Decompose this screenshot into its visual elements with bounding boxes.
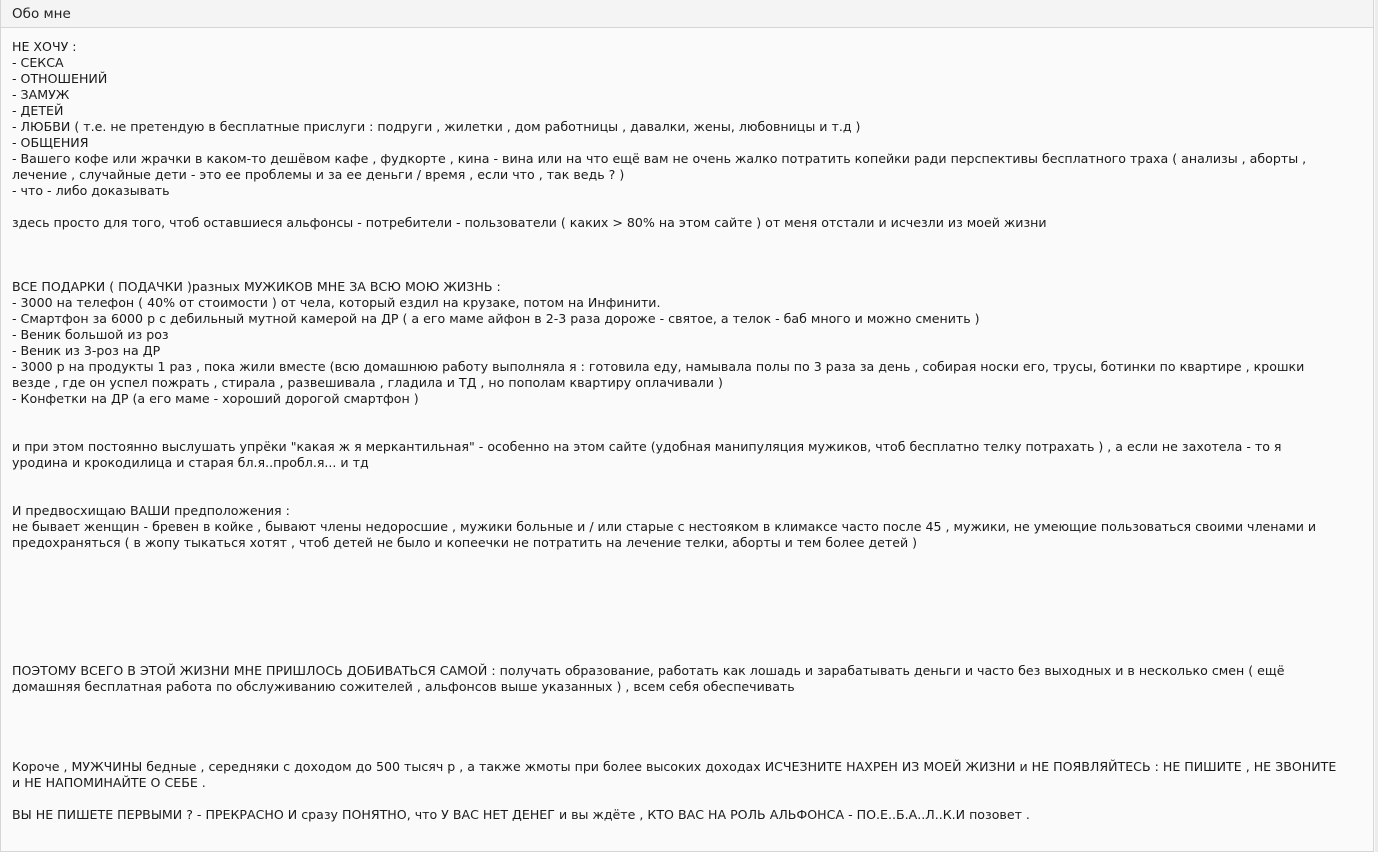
blank-line	[12, 583, 1374, 599]
text-line: здесь просто для того, чтоб оставшиеся альфонсы - потребители - пользователи ( каких > 80% на этом сайте ) от меня отстали и исчезли из моей жизни	[12, 215, 1047, 230]
text-line: - 3000 р на продукты 1 раз , пока жили вместе (всю домашнюю работу выполняла я : готовила еду, намывала полы по 3 раза за день , собирая носки его, трусы, ботинки по квартире , крошки	[12, 359, 1305, 374]
text-line: - ОБЩЕНИЯ	[12, 135, 89, 150]
blank-line	[12, 551, 1374, 567]
text-line: предохраняться ( в жопу тыкаться хотят , чтоб детей не было и копеечки не потратить на лечение телки, аборты и тем более детей )	[12, 535, 918, 550]
blank-line	[12, 263, 1374, 279]
text-line: - СЕКСА	[12, 55, 64, 70]
text-line: и НЕ НАПОМИНАЙТЕ О СЕБЕ .	[12, 775, 206, 790]
text-line: - Смартфон за 6000 р с дебильный мутной камерой на ДР ( а его маме айфон в 2-3 раза дороже - святое, а телок - баб много и можно сменить )	[12, 311, 980, 326]
blank-line	[12, 743, 1374, 759]
blank-line	[12, 711, 1374, 727]
about-text	[12, 39, 1374, 823]
section-header	[1, 0, 1373, 28]
blank-line	[12, 231, 1374, 247]
blank-line	[12, 599, 1374, 615]
blank-line	[12, 471, 1374, 487]
section-title: Обо мне	[12, 6, 71, 22]
text-line: лечение , случайные дети - это ее проблемы и за ее деньги / время , если что , так ведь ? )	[12, 167, 625, 182]
blank-line	[12, 695, 1374, 711]
blank-line	[12, 791, 1374, 807]
blank-line	[12, 647, 1374, 663]
text-line: - ДЕТЕЙ	[12, 103, 64, 118]
text-line: - ЛЮБВИ ( т.е. не претендую в бесплатные прислуги : подруги , жилетки , дом работницы , давалки, жены, любовницы и т.д )	[12, 119, 861, 134]
text-line: везде , где он успел пожрать , стирала , развешивала , гладила и ТД , но пополам квартиру оплачивали )	[12, 375, 723, 390]
text-line: - Веник большой из роз	[12, 327, 169, 342]
blank-line	[12, 567, 1374, 583]
text-line: ВЫ НЕ ПИШЕТЕ ПЕРВЫМИ ? - ПРЕКРАСНО И сразу ПОНЯТНО, что У ВАС НЕТ ДЕНЕГ и вы ждёте , КТО ВАС НА РОЛЬ АЛЬФОНСА - ПО.Е..Б.А..Л..К.И позовет .	[12, 807, 1030, 822]
text-line: Короче , МУЖЧИНЫ бедные , середняки с доходом до 500 тысяч р , а также жмоты при более высоких доходах ИСЧЕЗНИТЕ НАХРЕН ИЗ МОЕЙ ЖИЗНИ и НЕ ПОЯВЛЯЙТЕСЬ : НЕ ПИШИТЕ , НЕ ЗВОНИТЕ	[12, 759, 1337, 774]
text-line: не бывает женщин - бревен в койке , бывают члены недоросшие , мужики больные и / или старые с нестояком в климаксе часто после 45 , мужики, не умеющие пользоваться своими членами и	[12, 519, 1317, 534]
blank-line	[12, 423, 1374, 439]
text-line: - 3000 на телефон ( 40% от стоимости ) от чела, который ездил на крузаке, потом на Инфинити.	[12, 295, 661, 310]
text-line: - что - либо доказывать	[12, 183, 170, 198]
text-line: домашняя бесплатная работа по обслуживанию сожителей , альфонсов выше указанных ) , всем себя обеспечивать	[12, 679, 795, 694]
text-line: - Веник из 3-роз на ДР	[12, 343, 161, 358]
blank-line	[12, 247, 1374, 263]
blank-line	[12, 487, 1374, 503]
text-line: И предвосхищаю ВАШИ предположения :	[12, 503, 290, 518]
text-line: НЕ ХОЧУ :	[12, 39, 77, 54]
text-line: ПОЭТОМУ ВСЕГО В ЭТОЙ ЖИЗНИ МНЕ ПРИШЛОСЬ ДОБИВАТЬСЯ САМОЙ : получать образование, работать как лошадь и зарабатывать деньги и часто без выходных и в несколько смен ( ещё	[12, 663, 1285, 678]
text-line: уродина и крокодилица и старая бл.я..пробл.я... и тд	[12, 455, 369, 470]
blank-line	[12, 631, 1374, 647]
text-line: - Вашего кофе или жрачки в каком-то дешёвом кафе , фудкорте , кина - вина или на что ещё вам не очень жалко потратить копейки ради перспективы бесплатного траха ( анализы , аборты ,	[12, 151, 1307, 166]
text-line: - ЗАМУЖ	[12, 87, 70, 102]
text-line: и при этом постоянно выслушать упрёки "какая ж я меркантильная" - особенно на этом сайте (удобная манипуляция мужиков, чтоб бесплатно телку потрахать ) , а если не захотела - то я	[12, 439, 1282, 454]
blank-line	[12, 199, 1374, 215]
blank-line	[12, 727, 1374, 743]
text-line: - ОТНОШЕНИЙ	[12, 71, 108, 86]
text-line: ВСЕ ПОДАРКИ ( ПОДАЧКИ )разных МУЖИКОВ МНЕ ЗА ВСЮ МОЮ ЖИЗНЬ :	[12, 279, 501, 294]
blank-line	[12, 407, 1374, 423]
blank-line	[12, 615, 1374, 631]
text-line: - Конфетки на ДР (а его маме - хороший дорогой смартфон )	[12, 391, 419, 406]
